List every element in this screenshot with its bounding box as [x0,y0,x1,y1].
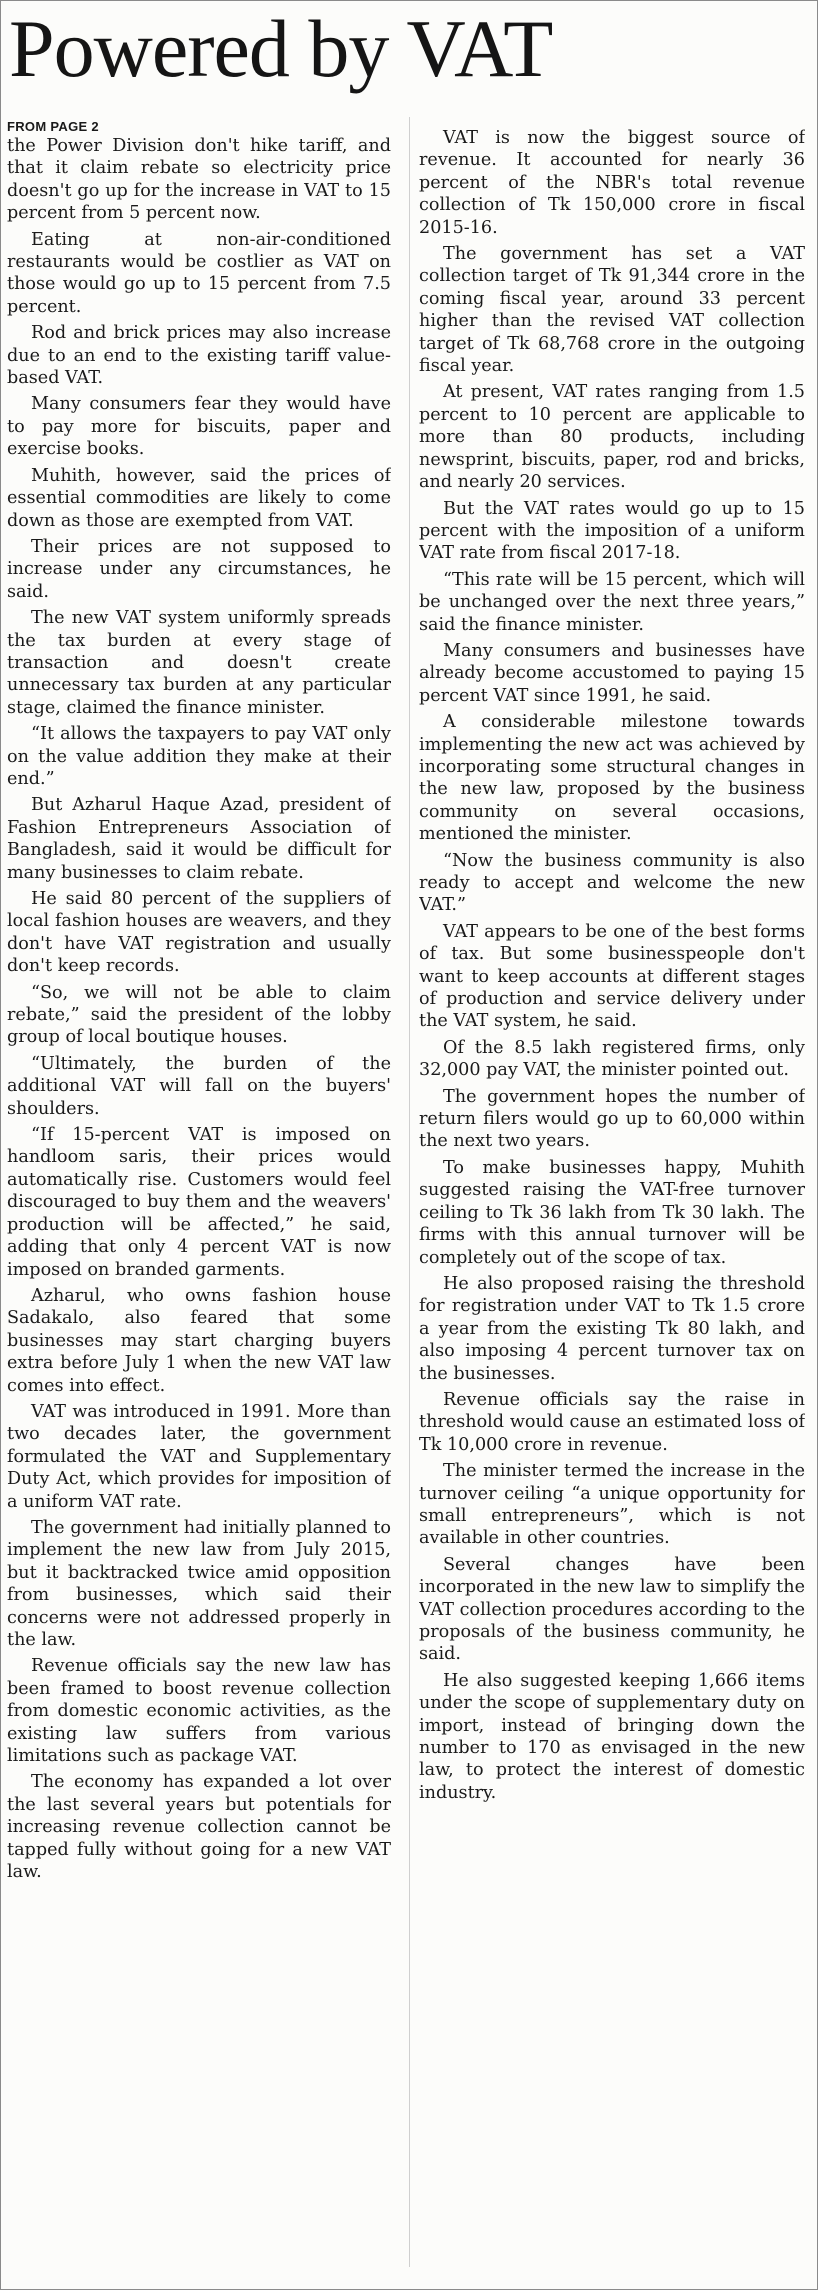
paragraph: Eating at non-air-conditioned restaurants would be costlier as VAT on those would go up to 15 percent from 7.5 percent. [7,229,391,317]
paragraph: “Ultimately, the burden of the additional VAT will fall on the buyers' shoulders. [7,1053,391,1119]
paragraph: The government hopes the number of return filers would go up to 60,000 within the next two years. [419,1086,805,1152]
article-column-left [7,119,391,2279]
paragraph: Muhith, however, said the prices of essential commodities are likely to come down as those are exempted from VAT. [7,465,391,531]
paragraph: Many consumers and businesses have already become accustomed to paying 15 percent VAT since 1991, he said. [419,640,805,706]
paragraph: But Azharul Haque Azad, president of Fashion Entrepreneurs Association of Bangladesh, said it would be difficult for many businesses to claim rebate. [7,795,391,883]
paragraph: “Now the business community is also ready to accept and welcome the new VAT.” [419,850,805,916]
paragraph: Their prices are not supposed to increase under any circumstances, he said. [7,536,391,602]
paragraph: But the VAT rates would go up to 15 percent with the imposition of a uniform VAT rate from fiscal 2017-18. [419,498,805,564]
paragraph: He also suggested keeping 1,666 items under the scope of supplementary duty on import, instead of bringing down the number to 170 as envisaged in the new law, to protect the interest of domestic industry. [419,1670,805,1803]
paragraph: The government had initially planned to implement the new law from July 2015, but it backtracked twice amid opposition from businesses, which said their concerns were not addressed properly in the law. [7,1517,391,1650]
paragraph: He said 80 percent of the suppliers of local fashion houses are weavers, and they don't have VAT registration and usually don't keep records. [7,889,391,977]
paragraph: Several changes have been incorporated in the new law to simplify the VAT collection procedures according to the proposals of the business community, he said. [419,1554,805,1665]
paragraph: The economy has expanded a lot over the last several years but potentials for increasing revenue collection cannot be tapped fully without going for a new VAT law. [7,1772,391,1883]
paragraph: The government has set a VAT collection target of Tk 91,344 crore in the coming fiscal year, around 33 percent higher than the revised VAT collection target of Tk 68,768 crore in the outgoing fiscal year. [419,244,805,377]
article-column-right [419,127,805,2287]
paragraph: Azharul, who owns fashion house Sadakalo, also feared that some businesses may start charging buyers extra before July 1 when the new VAT law comes into effect. [7,1285,391,1396]
paragraph: the Power Division don't hike tariff, and that it claim rebate so electricity price doesn't go up for the increase in VAT to 15 percent from 5 percent now. [7,136,391,224]
paragraph: VAT is now the biggest source of revenue. It accounted for nearly 36 percent of the NBR's total revenue collection of Tk 150,000 crore in fiscal 2015-16. [419,128,805,238]
paragraph: “So, we will not be able to claim rebate,” said the president of the lobby group of local boutique houses. [7,982,391,1048]
paragraph: “If 15-percent VAT is imposed on handloom saris, their prices would automatically rise. Customers would feel discouraged to buy them and the weavers' production will be affected,” he said, adding that only 4 percent VAT is now imposed on branded garments. [7,1125,391,1280]
paragraph: VAT appears to be one of the best forms of tax. But some businesspeople don't want to keep accounts at different stages of production and service delivery under the VAT system, he said. [419,921,805,1032]
paragraph: Revenue officials say the new law has been framed to boost revenue collection from domestic economic activities, as the existing law suffers from various limitations such as package VAT. [7,1656,391,1767]
paragraph: The new VAT system uniformly spreads the tax burden at every stage of transaction and doesn't create unnecessary tax burden at any particular stage, claimed the finance minister. [7,608,391,718]
column-divider [409,117,410,2267]
paragraph: Many consumers fear they would have to pay more for biscuits, paper and exercise books. [7,394,391,460]
paragraph: He also proposed raising the threshold for registration under VAT to Tk 1.5 crore a year from the existing Tk 80 lakh, and also imposing 4 percent turnover tax on the businesses. [419,1273,805,1384]
paragraph: Revenue officials say the raise in threshold would cause an estimated loss of Tk 10,000 crore in revenue. [419,1389,805,1455]
paragraph: VAT was introduced in 1991. More than two decades later, the government formulated the VAT and Supplementary Duty Act, which provides for imposition of a uniform VAT rate. [7,1401,391,1512]
paragraph: To make businesses happy, Muhith suggested raising the VAT-free turnover ceiling to Tk 36 lakh from Tk 30 lakh. The firms with this annual turnover will be completely out of the scope of tax. [419,1157,805,1268]
paragraph: “This rate will be 15 percent, which will be unchanged over the next three years,” said the finance minister. [419,569,805,635]
headline: Powered by VAT [9,3,553,94]
paragraph: At present, VAT rates ranging from 1.5 percent to 10 percent are applicable to more than 80 products, including newsprint, biscuits, paper, rod and bricks, and nearly 20 services. [419,382,805,493]
paragraph: Of the 8.5 lakh registered firms, only 32,000 pay VAT, the minister pointed out. [419,1037,805,1081]
paragraph: A considerable milestone towards implementing the new act was achieved by incorporating some structural changes in the new law, proposed by the business community on several occasions, mentioned the minister. [419,712,805,845]
paragraph: The minister termed the increase in the turnover ceiling “a unique opportunity for small entrepreneurs”, which is not available in other countries. [419,1461,805,1549]
continued-from-label: FROM PAGE 2 [7,119,99,134]
paragraph: “It allows the taxpayers to pay VAT only on the value addition they make at their end.” [7,724,391,789]
paragraph: Rod and brick prices may also increase due to an end to the existing tariff value-based VAT. [7,323,391,389]
